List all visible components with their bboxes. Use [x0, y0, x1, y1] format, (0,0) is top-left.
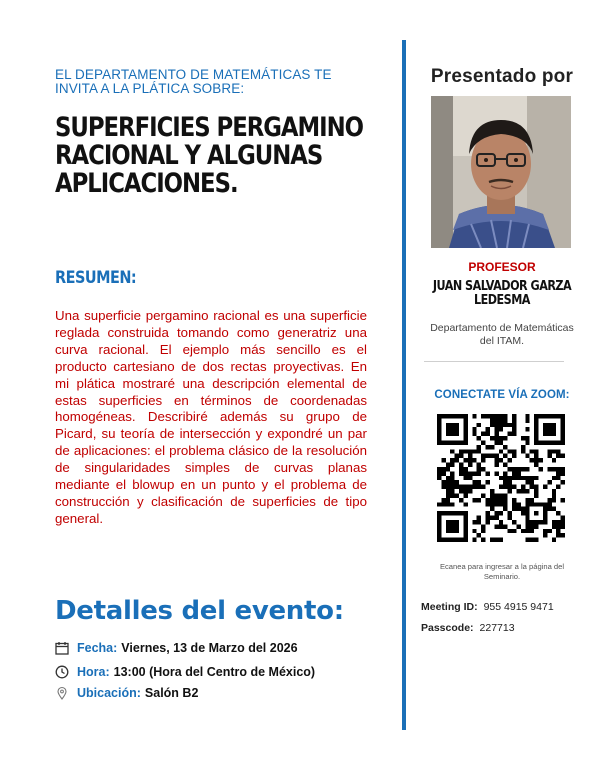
presenter-photo — [431, 96, 571, 248]
ubicacion-row — [55, 686, 198, 700]
fecha-value: Viernes, 13 de Marzo del 2026 — [121, 641, 298, 655]
meeting-id-row — [421, 601, 554, 613]
presented-by-heading: Presentado por — [430, 66, 574, 87]
talk-title-line-3: APLICACIONES. — [55, 168, 238, 199]
talk-title-line-2: RACIONAL Y ALGUNAS — [55, 140, 323, 171]
talk-title-line-1: SUPERFICIES PERGAMINO — [55, 112, 364, 143]
presenter-name-line-2: LEDESMA — [474, 292, 530, 308]
passcode-label: Passcode: — [421, 622, 474, 634]
zoom-qr-code[interactable] — [437, 414, 565, 542]
location-pin-icon — [55, 686, 69, 700]
invitation-text — [55, 68, 370, 96]
ubicacion-value: Salón B2 — [144, 686, 199, 700]
presenter-name — [425, 280, 580, 307]
fecha-label: Fecha: — [77, 641, 118, 655]
column-divider — [402, 40, 406, 730]
scan-instruction-line-2: Seminario. — [483, 572, 521, 581]
zoom-heading: CONECTATE VÍA ZOOM: — [434, 389, 570, 401]
department-line-2: del ITAM. — [479, 335, 525, 347]
presenter-name-line-1: JUAN SALVADOR GARZA — [432, 279, 572, 294]
ubicacion-label: Ubicación: — [77, 686, 141, 700]
scan-instruction-line-1: Ecanea para ingresar a la página del — [439, 562, 565, 571]
resumen-heading: RESUMEN: — [55, 268, 137, 288]
presenter-role: PROFESOR — [468, 260, 536, 274]
scan-instruction — [412, 562, 592, 582]
left-column — [55, 68, 370, 198]
calendar-icon — [55, 641, 69, 655]
department-line-1: Departamento de Matemáticas — [430, 322, 574, 334]
details-heading: Detalles del evento: — [55, 596, 344, 626]
presenter-department — [412, 322, 592, 348]
resumen-text: Una superficie pergamino racional es una superficie reglada construida tomando como generatriz una curva racional. El ejemplo más sencillo es el producto cartesiano de dos rectas proyectivas. En mi plática mostraré una descripción elemental de estas superficies en términos de coordenadas homogéneas. Describiré además su grupo de Picard, su teoría de intersección y expondré un par de aplicaciones: el problema clásico de la resolución de singularidades simples de curvas planas mediante el blowup en un punto y el problema de construcción y clasificación de superficies de tipo general. — [55, 308, 367, 526]
passcode-row — [421, 622, 515, 634]
clock-icon — [55, 665, 69, 679]
hora-value: 13:00 (Hora del Centro de México) — [113, 665, 316, 679]
passcode-value: 227713 — [479, 622, 515, 634]
meeting-id-value: 955 4915 9471 — [483, 601, 554, 613]
hora-label: Hora: — [77, 665, 110, 679]
meeting-id-label: Meeting ID: — [421, 601, 478, 613]
fecha-row — [55, 641, 298, 655]
talk-title — [55, 114, 373, 198]
invitation-line-1: EL DEPARTAMENTO DE MATEMÁTICAS TE — [55, 67, 332, 82]
invitation-line-2: INVITA A LA PLÁTICA SOBRE: — [55, 81, 245, 96]
hora-row — [55, 665, 315, 679]
presenter-divider — [424, 361, 564, 362]
